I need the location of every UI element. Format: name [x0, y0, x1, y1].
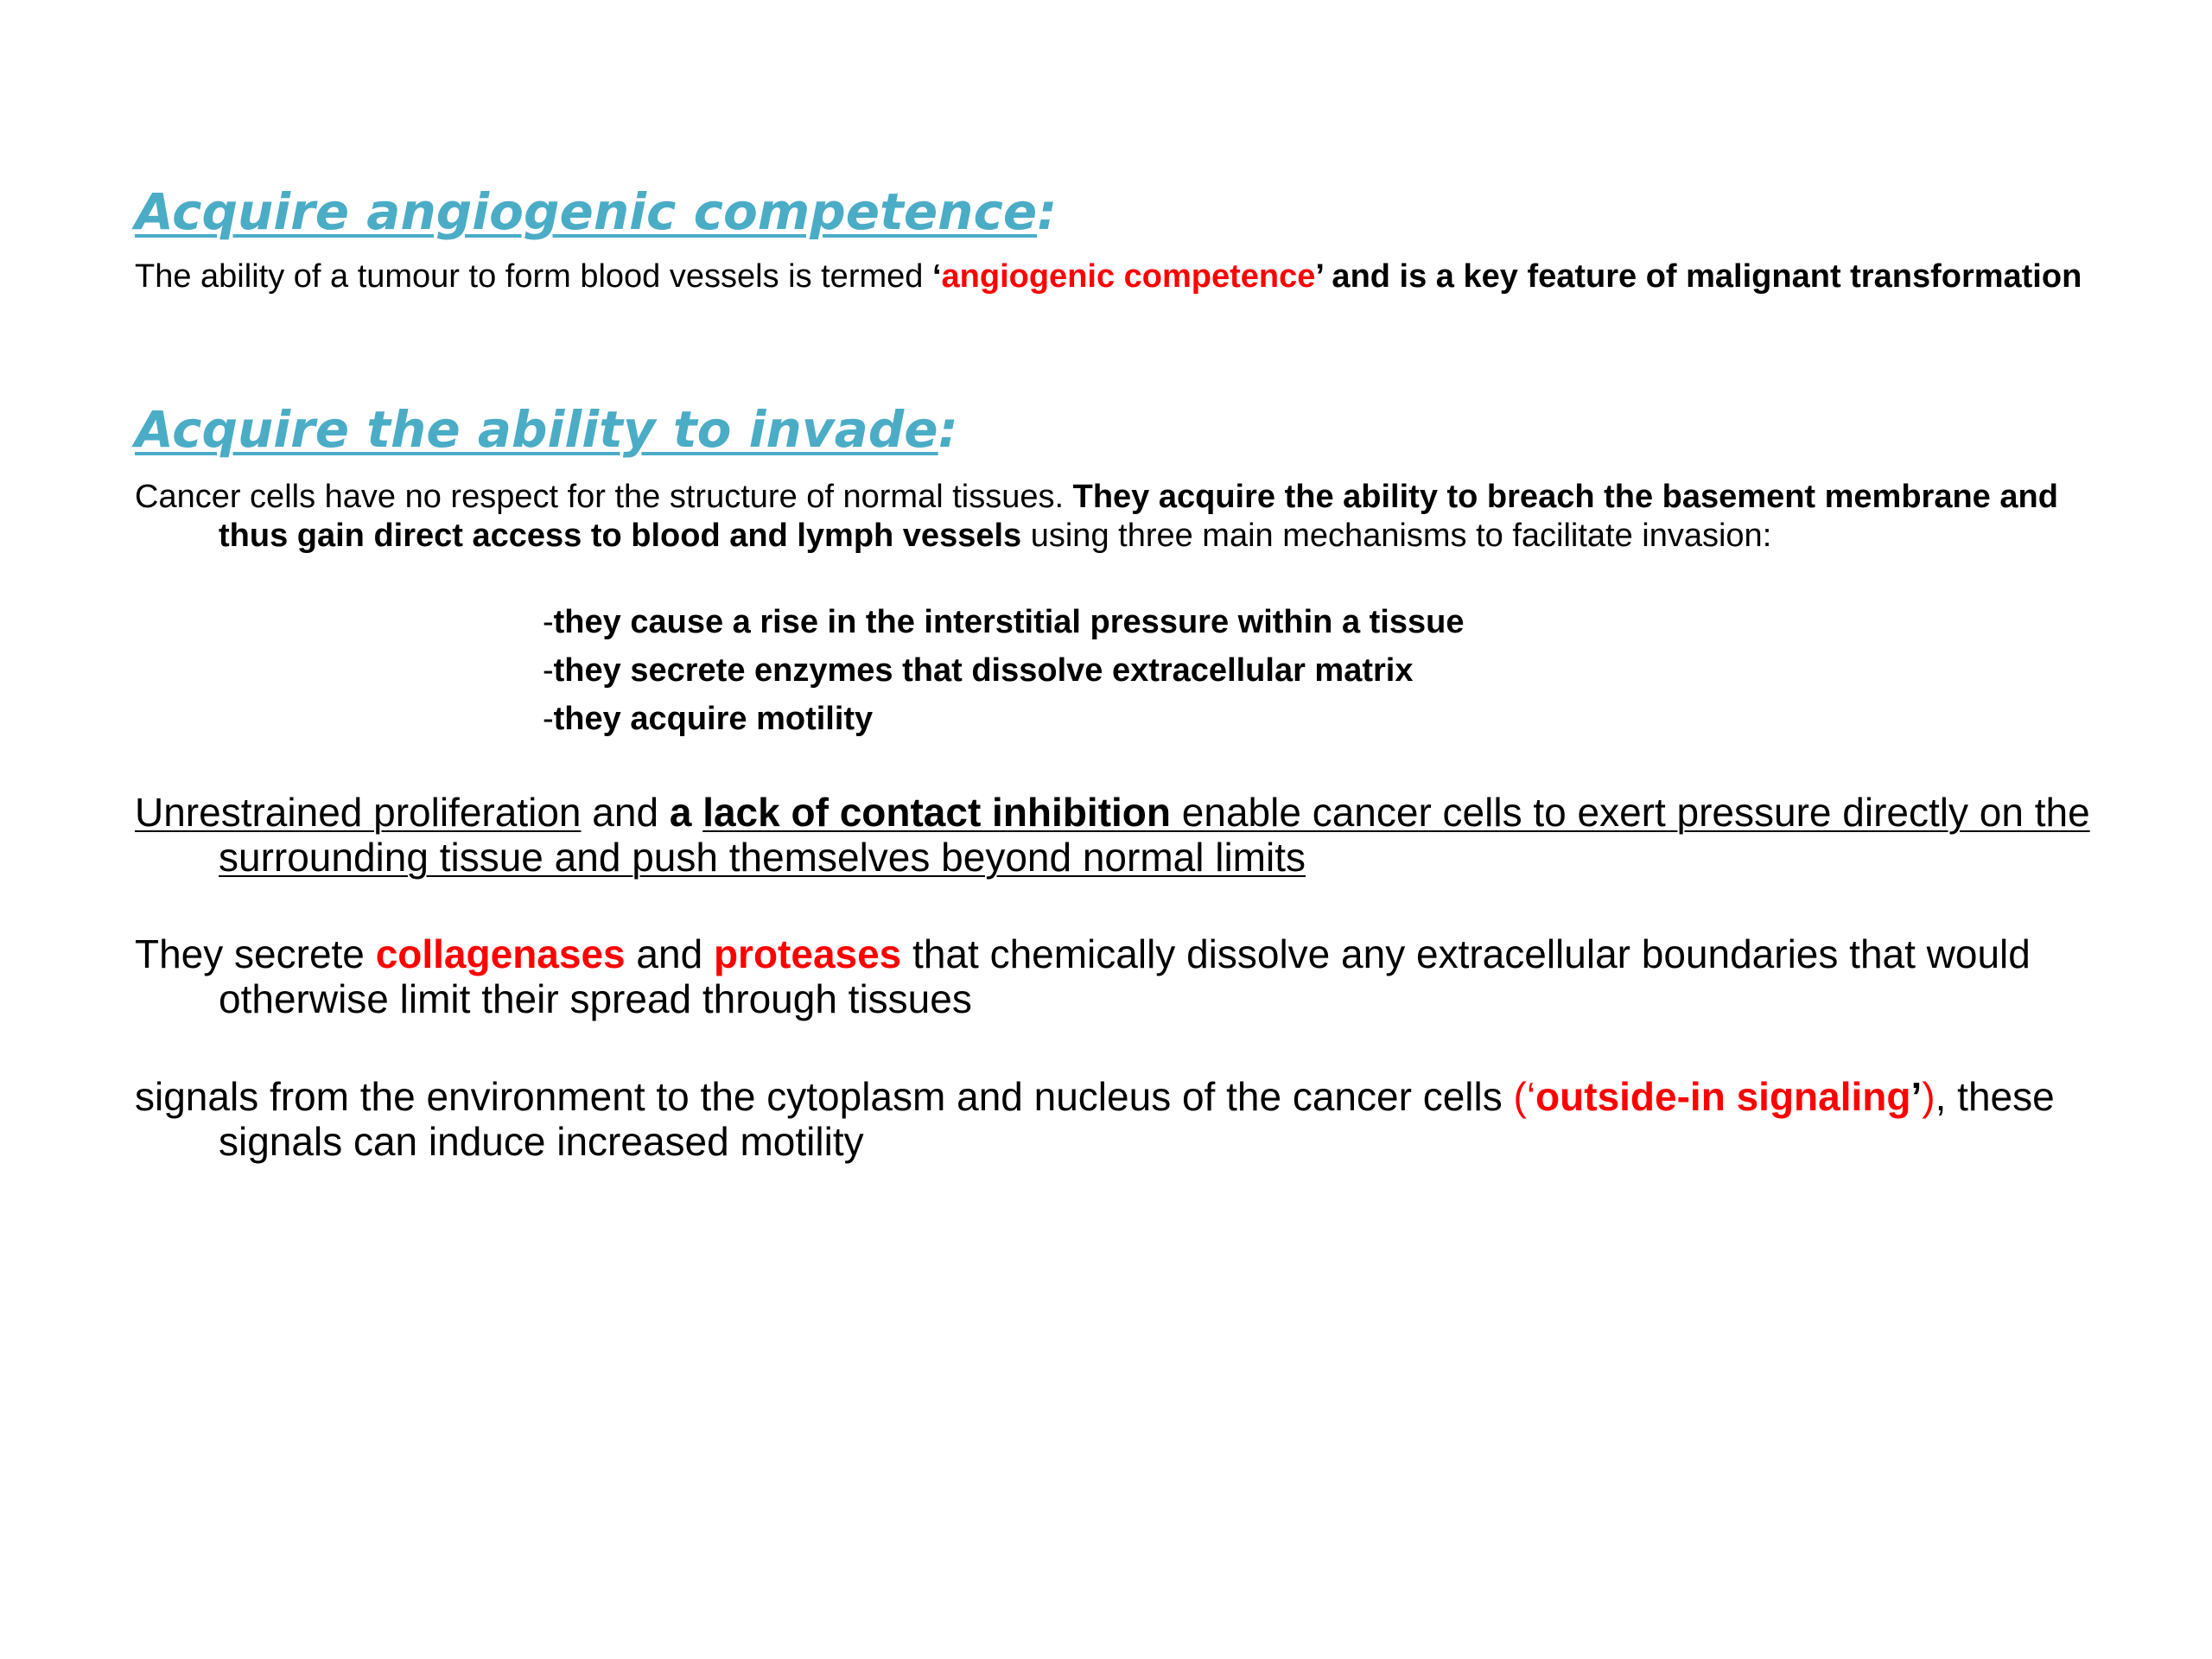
paragraph-signals [135, 1074, 2113, 1164]
text: , these signals can induce increased motility [219, 1074, 2055, 1164]
text-key-feature: and is a key feature of malignant transformation [1322, 258, 2082, 295]
bullet-text: they acquire motility [553, 701, 874, 737]
text-exert-pressure: enable cancer cells to exert pressure directly on the surrounding tissue and push themselves beyond normal limits [219, 790, 2090, 880]
bullet-text: they secrete enzymes that dissolve extracellular matrix [553, 652, 1414, 689]
text: signals from the environment to the cytoplasm and nucleus of the cancer cells [135, 1074, 1514, 1119]
list-item [543, 700, 873, 739]
paragraph-angiogenic-definition [135, 257, 2113, 296]
heading-angiogenic-competence [135, 181, 1057, 242]
paren-open: (‘ [1513, 1074, 1536, 1119]
bullet-dash: - [543, 701, 554, 737]
term-proteases: proteases [713, 931, 902, 976]
heading-text: Acquire the ability to invade [135, 400, 938, 459]
paragraph-invasion-intro [135, 478, 2113, 556]
text-breach-basement-membrane: They acquire the ability to breach the basement membrane and thus gain direct access to blood and lymph vessels [219, 479, 2058, 554]
list-item [543, 603, 1464, 642]
text: and [581, 790, 670, 835]
bullet-dash: - [543, 652, 554, 689]
bullet-text: they cause a rise in the interstitial pressure within a tissue [553, 604, 1465, 640]
paragraph-enzymes [135, 931, 2113, 1021]
quote-open: ‘ [931, 258, 942, 295]
text-unrestrained-proliferation: Unrestrained proliferation [135, 790, 582, 835]
heading-colon: : [938, 400, 958, 459]
text: that chemically dissolve any extracellular boundaries that would otherwise limit their spread through tissues [219, 931, 2031, 1021]
bullet-dash: - [543, 604, 554, 640]
text: Cancer cells have no respect for the structure of normal tissues. [135, 479, 1073, 515]
text: and [625, 931, 714, 976]
term-collagenases: collagenases [375, 931, 626, 976]
paragraph-pressure [135, 790, 2113, 880]
quote-close: ’ [1910, 1074, 1923, 1119]
text-lack-of-contact-inhibition: lack of contact inhibition [702, 790, 1171, 835]
heading-text: Acquire angiogenic competence [135, 182, 1038, 241]
text: using three main mechanisms to facilitate invasion: [1021, 518, 1772, 554]
heading-ability-to-invade [135, 399, 958, 460]
term-angiogenic-competence: angiogenic competence [941, 258, 1316, 295]
heading-colon: : [1037, 182, 1058, 241]
text: The ability of a tumour to form blood vessels is termed [135, 258, 932, 295]
text: a [669, 790, 703, 835]
term-outside-in-signaling: outside-in signaling [1535, 1074, 1911, 1119]
quote-close: ’ [1315, 258, 1323, 295]
list-item [543, 652, 1413, 690]
text: They secrete [135, 931, 376, 976]
paren-close: ) [1922, 1074, 1936, 1119]
